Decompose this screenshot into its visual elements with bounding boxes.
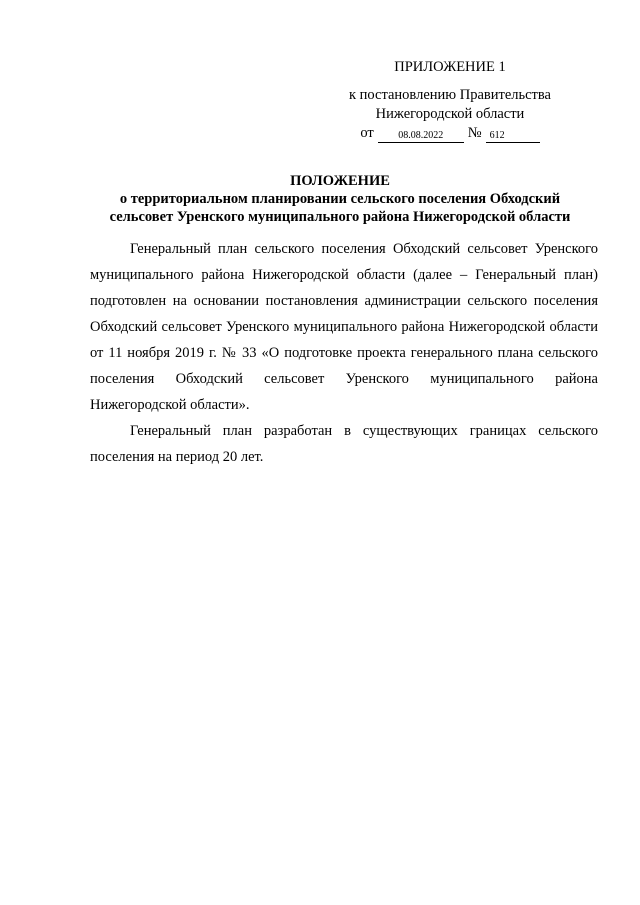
- heading-title: ПОЛОЖЕНИЕ: [290, 173, 390, 189]
- number-label: №: [467, 125, 482, 141]
- from-label: от: [360, 125, 374, 141]
- body-paragraph: Генеральный план разработан в существующих границах сельского поселения на период 20 лет.: [90, 423, 598, 465]
- document-heading: [60, 172, 620, 226]
- appendix-to-line: к постановлению Правительства: [349, 87, 551, 103]
- appendix-region-line: Нижегородской области: [375, 106, 525, 122]
- heading-subtitle-line-1: о территориальном планировании сельского поселения Обходский: [119, 191, 561, 207]
- heading-subtitle-line-2: сельсовет Уренского муниципального района Нижегородской области: [109, 209, 571, 225]
- body-paragraph: Генеральный план сельского поселения Обходский сельсовет Уренского муниципального района Нижегородской области (далее – Генеральный план) подготовлен на основании постановления администрации сельского поселения Обходский сельсовет Уренского муниципального района Нижегородской области от 11 ноября 2019 г. № 33 «О подготовке проекта генерального плана сельского поселения Обходский сельсовет Уренского муниципального района Нижегородской области».: [90, 241, 598, 413]
- appendix-title: ПРИЛОЖЕНИЕ 1: [394, 59, 506, 75]
- appendix-header: [330, 58, 570, 143]
- appendix-date-number-line: [360, 124, 539, 143]
- date-field: 08.08.2022: [378, 130, 464, 143]
- document-body: [90, 236, 598, 470]
- number-field: 612: [486, 130, 540, 143]
